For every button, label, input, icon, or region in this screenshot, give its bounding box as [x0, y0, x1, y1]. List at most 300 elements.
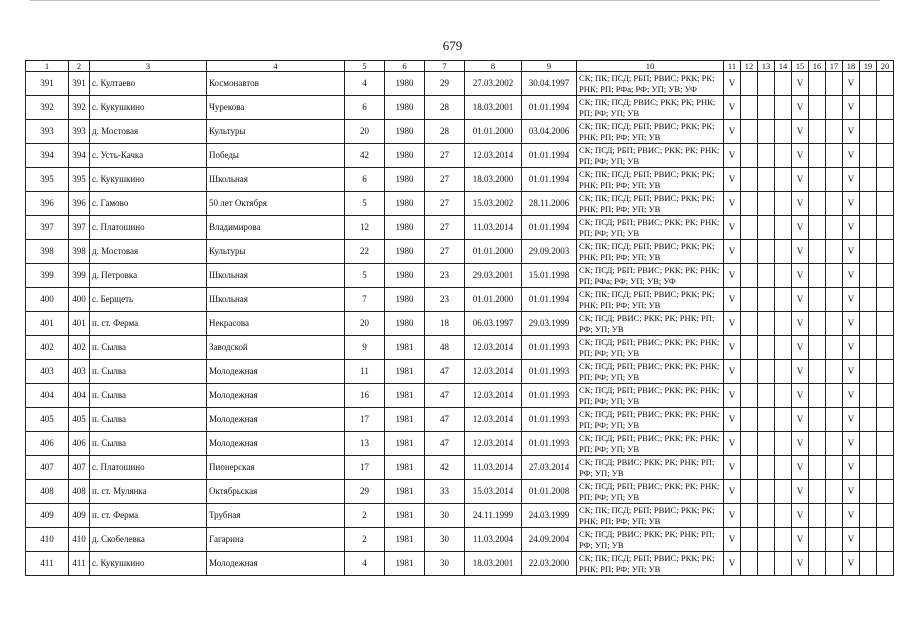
cell-col-6: 1981: [385, 384, 425, 408]
cell-col-5: 22: [345, 240, 385, 264]
cell-col-3: п. ст. Ферма: [90, 504, 207, 528]
cell-col-13: [758, 456, 775, 480]
cell-col-11: V: [724, 240, 741, 264]
cell-col-10: СК; ПК; ПСД; РБП; РВИС; РКК; РК; РНК; РП; РФ; УП; УВ: [577, 552, 724, 576]
cell-col-13: [758, 72, 775, 96]
cell-col-16: [809, 240, 826, 264]
cell-col-14: [775, 456, 792, 480]
page-number: 679: [442, 38, 463, 53]
cell-col-11: V: [724, 504, 741, 528]
table-row: [26, 480, 894, 504]
cell-col-10: СК; ПСД; РБП; РВИС; РКК; РК; РНК; РП; РФ; УП; УВ: [577, 384, 724, 408]
cell-col-9: 01.01.1993: [522, 384, 577, 408]
cell-col-16: [809, 120, 826, 144]
column-header-2: 2: [69, 61, 90, 72]
cell-col-7: 27: [425, 240, 465, 264]
cell-col-19: [860, 72, 877, 96]
cell-col-6: 1980: [385, 192, 425, 216]
table-row: [26, 264, 894, 288]
cell-col-6: 1981: [385, 336, 425, 360]
cell-col-17: [826, 312, 843, 336]
cell-col-11: V: [724, 432, 741, 456]
cell-col-14: [775, 528, 792, 552]
cell-col-11: V: [724, 120, 741, 144]
cell-col-2: 411: [69, 552, 90, 576]
cell-col-20: [877, 264, 894, 288]
cell-col-6: 1980: [385, 72, 425, 96]
column-header-12: 12: [741, 61, 758, 72]
cell-col-1: 396: [26, 192, 69, 216]
cell-col-6: 1981: [385, 528, 425, 552]
cell-col-11: V: [724, 384, 741, 408]
cell-col-16: [809, 264, 826, 288]
cell-col-8: 15.03.2002: [465, 192, 522, 216]
cell-col-9: 15.01.1998: [522, 264, 577, 288]
cell-col-5: 5: [345, 192, 385, 216]
cell-col-1: 410: [26, 528, 69, 552]
cell-col-10: СК; ПК; ПСД; РБП; РВИС; РКК; РК; РНК; РП; РФ; УП; УВ: [577, 168, 724, 192]
cell-col-15: V: [792, 504, 809, 528]
cell-col-5: 29: [345, 480, 385, 504]
cell-col-10: СК; ПК; ПСД; РБП; РВИС; РКК; РК; РНК; РП; РФ; УП; УВ: [577, 240, 724, 264]
cell-col-7: 42: [425, 456, 465, 480]
cell-col-12: [741, 360, 758, 384]
column-header-17: 17: [826, 61, 843, 72]
cell-col-20: [877, 120, 894, 144]
cell-col-7: 27: [425, 192, 465, 216]
cell-col-3: с. Култаево: [90, 72, 207, 96]
cell-col-6: 1980: [385, 216, 425, 240]
cell-col-13: [758, 288, 775, 312]
cell-col-3: п. Сылва: [90, 360, 207, 384]
cell-col-14: [775, 288, 792, 312]
cell-col-9: 01.01.2008: [522, 480, 577, 504]
table-row: [26, 72, 894, 96]
cell-col-9: 30.04.1997: [522, 72, 577, 96]
cell-col-12: [741, 288, 758, 312]
cell-col-19: [860, 456, 877, 480]
table-row: [26, 288, 894, 312]
cell-col-7: 28: [425, 96, 465, 120]
cell-col-9: 28.11.2006: [522, 192, 577, 216]
cell-col-3: п. Сылва: [90, 432, 207, 456]
cell-col-20: [877, 192, 894, 216]
column-header-18: 18: [843, 61, 860, 72]
cell-col-17: [826, 528, 843, 552]
cell-col-15: V: [792, 192, 809, 216]
cell-col-20: [877, 312, 894, 336]
cell-col-16: [809, 432, 826, 456]
cell-col-12: [741, 432, 758, 456]
cell-col-10: СК; ПСД; РБП; РВИС; РКК; РК; РНК; РП; РФ; УП; УВ: [577, 408, 724, 432]
cell-col-8: 12.03.2014: [465, 384, 522, 408]
cell-col-17: [826, 480, 843, 504]
cell-col-15: V: [792, 288, 809, 312]
cell-col-11: V: [724, 528, 741, 552]
column-header-5: 5: [345, 61, 385, 72]
cell-col-4: Чурекова: [207, 96, 345, 120]
cell-col-2: 400: [69, 288, 90, 312]
cell-col-5: 7: [345, 288, 385, 312]
cell-col-18: V: [843, 288, 860, 312]
cell-col-13: [758, 528, 775, 552]
cell-col-20: [877, 72, 894, 96]
cell-col-13: [758, 264, 775, 288]
cell-col-12: [741, 72, 758, 96]
cell-col-18: V: [843, 96, 860, 120]
cell-col-19: [860, 360, 877, 384]
cell-col-8: 06.03.1997: [465, 312, 522, 336]
cell-col-17: [826, 336, 843, 360]
cell-col-6: 1981: [385, 408, 425, 432]
cell-col-4: Космонавтов: [207, 72, 345, 96]
cell-col-18: V: [843, 552, 860, 576]
cell-col-12: [741, 336, 758, 360]
cell-col-2: 398: [69, 240, 90, 264]
cell-col-17: [826, 408, 843, 432]
cell-col-10: СК; ПК; ПСД; РБП; РВИС; РКК; РК; РНК; РП; РФа; РФ; УП; УВ; УФ: [577, 72, 724, 96]
cell-col-16: [809, 312, 826, 336]
cell-col-10: СК; ПК; ПСД; РБП; РВИС; РКК; РК; РНК; РП; РФ; УП; УВ: [577, 120, 724, 144]
cell-col-13: [758, 96, 775, 120]
cell-col-17: [826, 264, 843, 288]
cell-col-19: [860, 168, 877, 192]
cell-col-14: [775, 312, 792, 336]
cell-col-4: Некрасова: [207, 312, 345, 336]
cell-col-2: 401: [69, 312, 90, 336]
cell-col-8: 29.03.2001: [465, 264, 522, 288]
cell-col-2: 403: [69, 360, 90, 384]
cell-col-16: [809, 168, 826, 192]
cell-col-2: 409: [69, 504, 90, 528]
cell-col-6: 1981: [385, 432, 425, 456]
cell-col-8: 11.03.2004: [465, 528, 522, 552]
cell-col-16: [809, 336, 826, 360]
cell-col-11: V: [724, 408, 741, 432]
cell-col-17: [826, 192, 843, 216]
cell-col-16: [809, 72, 826, 96]
column-header-3: 3: [90, 61, 207, 72]
cell-col-9: 22.03.2000: [522, 552, 577, 576]
cell-col-4: Школьная: [207, 264, 345, 288]
column-header-11: 11: [724, 61, 741, 72]
cell-col-2: 407: [69, 456, 90, 480]
cell-col-13: [758, 360, 775, 384]
cell-col-11: V: [724, 72, 741, 96]
cell-col-4: Владимирова: [207, 216, 345, 240]
cell-col-12: [741, 384, 758, 408]
cell-col-13: [758, 168, 775, 192]
cell-col-11: V: [724, 168, 741, 192]
cell-col-4: Молодежная: [207, 384, 345, 408]
cell-col-8: 12.03.2014: [465, 336, 522, 360]
cell-col-2: 405: [69, 408, 90, 432]
cell-col-20: [877, 504, 894, 528]
cell-col-16: [809, 552, 826, 576]
cell-col-14: [775, 192, 792, 216]
cell-col-14: [775, 72, 792, 96]
cell-col-18: V: [843, 264, 860, 288]
cell-col-1: 395: [26, 168, 69, 192]
cell-col-19: [860, 264, 877, 288]
cell-col-8: 01.01.2000: [465, 240, 522, 264]
cell-col-13: [758, 432, 775, 456]
cell-col-13: [758, 480, 775, 504]
cell-col-7: 23: [425, 288, 465, 312]
cell-col-1: 402: [26, 336, 69, 360]
housing-registry-table: [25, 60, 894, 576]
cell-col-19: [860, 336, 877, 360]
cell-col-11: V: [724, 552, 741, 576]
cell-col-18: V: [843, 336, 860, 360]
cell-col-2: 397: [69, 216, 90, 240]
cell-col-2: 408: [69, 480, 90, 504]
cell-col-20: [877, 528, 894, 552]
cell-col-20: [877, 144, 894, 168]
cell-col-15: V: [792, 432, 809, 456]
cell-col-12: [741, 192, 758, 216]
cell-col-19: [860, 432, 877, 456]
cell-col-14: [775, 216, 792, 240]
cell-col-1: 400: [26, 288, 69, 312]
cell-col-9: 01.01.1994: [522, 216, 577, 240]
cell-col-9: 01.01.1994: [522, 144, 577, 168]
cell-col-2: 396: [69, 192, 90, 216]
cell-col-10: СК; ПСД; РБП; РВИС; РКК; РК; РНК; РП; РФ; УП; УВ: [577, 360, 724, 384]
cell-col-10: СК; ПСД; РБП; РВИС; РКК; РК; РНК; РП; РФ; УП; УВ: [577, 216, 724, 240]
cell-col-16: [809, 528, 826, 552]
cell-col-18: V: [843, 504, 860, 528]
cell-col-7: 29: [425, 72, 465, 96]
cell-col-9: 24.03.1999: [522, 504, 577, 528]
cell-col-17: [826, 504, 843, 528]
cell-col-4: Молодежная: [207, 552, 345, 576]
cell-col-13: [758, 120, 775, 144]
cell-col-14: [775, 96, 792, 120]
cell-col-13: [758, 144, 775, 168]
cell-col-2: 391: [69, 72, 90, 96]
cell-col-12: [741, 144, 758, 168]
table-row: [26, 360, 894, 384]
cell-col-4: Пионерская: [207, 456, 345, 480]
cell-col-20: [877, 216, 894, 240]
cell-col-4: Молодежная: [207, 360, 345, 384]
cell-col-5: 4: [345, 72, 385, 96]
cell-col-20: [877, 96, 894, 120]
table-row: [26, 456, 894, 480]
cell-col-15: V: [792, 336, 809, 360]
cell-col-7: 27: [425, 216, 465, 240]
column-header-7: 7: [425, 61, 465, 72]
cell-col-12: [741, 264, 758, 288]
cell-col-9: 29.03.1999: [522, 312, 577, 336]
cell-col-4: Заводской: [207, 336, 345, 360]
cell-col-5: 20: [345, 120, 385, 144]
cell-col-19: [860, 240, 877, 264]
table-row: [26, 432, 894, 456]
cell-col-15: V: [792, 120, 809, 144]
cell-col-2: 392: [69, 96, 90, 120]
cell-col-5: 12: [345, 216, 385, 240]
cell-col-7: 28: [425, 120, 465, 144]
cell-col-17: [826, 168, 843, 192]
table-row: [26, 408, 894, 432]
cell-col-15: V: [792, 216, 809, 240]
cell-col-19: [860, 384, 877, 408]
cell-col-3: д. Петровка: [90, 264, 207, 288]
cell-col-4: Трубная: [207, 504, 345, 528]
cell-col-3: д. Скобелевка: [90, 528, 207, 552]
cell-col-17: [826, 552, 843, 576]
cell-col-16: [809, 192, 826, 216]
cell-col-6: 1981: [385, 456, 425, 480]
cell-col-8: 12.03.2014: [465, 408, 522, 432]
cell-col-7: 23: [425, 264, 465, 288]
cell-col-13: [758, 336, 775, 360]
cell-col-11: V: [724, 312, 741, 336]
cell-col-16: [809, 408, 826, 432]
cell-col-17: [826, 240, 843, 264]
cell-col-2: 410: [69, 528, 90, 552]
cell-col-7: 47: [425, 384, 465, 408]
cell-col-1: 397: [26, 216, 69, 240]
cell-col-3: с. Кукушкино: [90, 168, 207, 192]
table-row: [26, 240, 894, 264]
cell-col-14: [775, 432, 792, 456]
cell-col-4: Школьная: [207, 168, 345, 192]
cell-col-18: V: [843, 312, 860, 336]
cell-col-1: 404: [26, 384, 69, 408]
cell-col-6: 1980: [385, 288, 425, 312]
cell-col-7: 27: [425, 144, 465, 168]
cell-col-5: 17: [345, 456, 385, 480]
cell-col-8: 24.11.1999: [465, 504, 522, 528]
cell-col-4: 50 лет Октября: [207, 192, 345, 216]
cell-col-16: [809, 216, 826, 240]
cell-col-12: [741, 480, 758, 504]
cell-col-6: 1980: [385, 240, 425, 264]
cell-col-5: 20: [345, 312, 385, 336]
cell-col-6: 1980: [385, 168, 425, 192]
cell-col-4: Школьная: [207, 288, 345, 312]
cell-col-11: V: [724, 144, 741, 168]
cell-col-19: [860, 408, 877, 432]
cell-col-19: [860, 552, 877, 576]
cell-col-16: [809, 504, 826, 528]
cell-col-10: СК; ПК; ПСД; РВИС; РКК; РК; РНК; РП; РФ; УП; УВ: [577, 96, 724, 120]
cell-col-5: 11: [345, 360, 385, 384]
cell-col-4: Культуры: [207, 120, 345, 144]
cell-col-10: СК; ПСД; РВИС; РКК; РК; РНК; РП; РФ; УП; УВ: [577, 312, 724, 336]
cell-col-15: V: [792, 480, 809, 504]
cell-col-1: 406: [26, 432, 69, 456]
cell-col-9: 01.01.1993: [522, 432, 577, 456]
cell-col-8: 11.03.2014: [465, 216, 522, 240]
cell-col-15: V: [792, 264, 809, 288]
cell-col-20: [877, 288, 894, 312]
cell-col-7: 48: [425, 336, 465, 360]
table-row: [26, 216, 894, 240]
cell-col-16: [809, 288, 826, 312]
cell-col-1: 411: [26, 552, 69, 576]
cell-col-12: [741, 456, 758, 480]
cell-col-13: [758, 384, 775, 408]
cell-col-1: 398: [26, 240, 69, 264]
table-row: [26, 96, 894, 120]
cell-col-17: [826, 144, 843, 168]
cell-col-14: [775, 408, 792, 432]
cell-col-12: [741, 552, 758, 576]
table-row: [26, 120, 894, 144]
cell-col-5: 13: [345, 432, 385, 456]
cell-col-6: 1980: [385, 144, 425, 168]
cell-col-12: [741, 168, 758, 192]
cell-col-19: [860, 120, 877, 144]
table-row: [26, 504, 894, 528]
table-row: [26, 336, 894, 360]
cell-col-8: 12.03.2014: [465, 432, 522, 456]
cell-col-5: 2: [345, 528, 385, 552]
cell-col-8: 27.03.2002: [465, 72, 522, 96]
cell-col-9: 01.01.1993: [522, 336, 577, 360]
cell-col-9: 03.04.2006: [522, 120, 577, 144]
column-header-4: 4: [207, 61, 345, 72]
cell-col-8: 11.03.2014: [465, 456, 522, 480]
cell-col-3: д. Мостовая: [90, 240, 207, 264]
cell-col-11: V: [724, 456, 741, 480]
cell-col-3: с. Платошино: [90, 216, 207, 240]
cell-col-15: V: [792, 144, 809, 168]
cell-col-2: 406: [69, 432, 90, 456]
cell-col-11: V: [724, 216, 741, 240]
cell-col-5: 4: [345, 552, 385, 576]
cell-col-9: 01.01.1993: [522, 408, 577, 432]
cell-col-8: 15.03.2014: [465, 480, 522, 504]
cell-col-20: [877, 336, 894, 360]
cell-col-9: 01.01.1994: [522, 288, 577, 312]
cell-col-13: [758, 312, 775, 336]
cell-col-15: V: [792, 384, 809, 408]
cell-col-19: [860, 288, 877, 312]
column-header-10: 10: [577, 61, 724, 72]
cell-col-18: V: [843, 216, 860, 240]
cell-col-16: [809, 456, 826, 480]
cell-col-12: [741, 120, 758, 144]
cell-col-17: [826, 120, 843, 144]
cell-col-18: V: [843, 240, 860, 264]
cell-col-10: СК; ПСД; РБП; РВИС; РКК; РК; РНК; РП; РФ; УП; УВ: [577, 480, 724, 504]
cell-col-14: [775, 240, 792, 264]
cell-col-11: V: [724, 360, 741, 384]
cell-col-15: V: [792, 96, 809, 120]
cell-col-11: V: [724, 192, 741, 216]
cell-col-3: д. Мостовая: [90, 120, 207, 144]
cell-col-10: СК; ПК; ПСД; РБП; РВИС; РКК; РК; РНК; РП; РФ; УП; УВ: [577, 288, 724, 312]
cell-col-6: 1981: [385, 360, 425, 384]
cell-col-18: V: [843, 408, 860, 432]
cell-col-20: [877, 240, 894, 264]
cell-col-5: 2: [345, 504, 385, 528]
cell-col-6: 1981: [385, 504, 425, 528]
cell-col-4: Культуры: [207, 240, 345, 264]
cell-col-2: 402: [69, 336, 90, 360]
cell-col-3: п. ст. Ферма: [90, 312, 207, 336]
cell-col-20: [877, 384, 894, 408]
cell-col-18: V: [843, 456, 860, 480]
cell-col-9: 27.03.2014: [522, 456, 577, 480]
cell-col-3: п. Сылва: [90, 384, 207, 408]
cell-col-1: 403: [26, 360, 69, 384]
